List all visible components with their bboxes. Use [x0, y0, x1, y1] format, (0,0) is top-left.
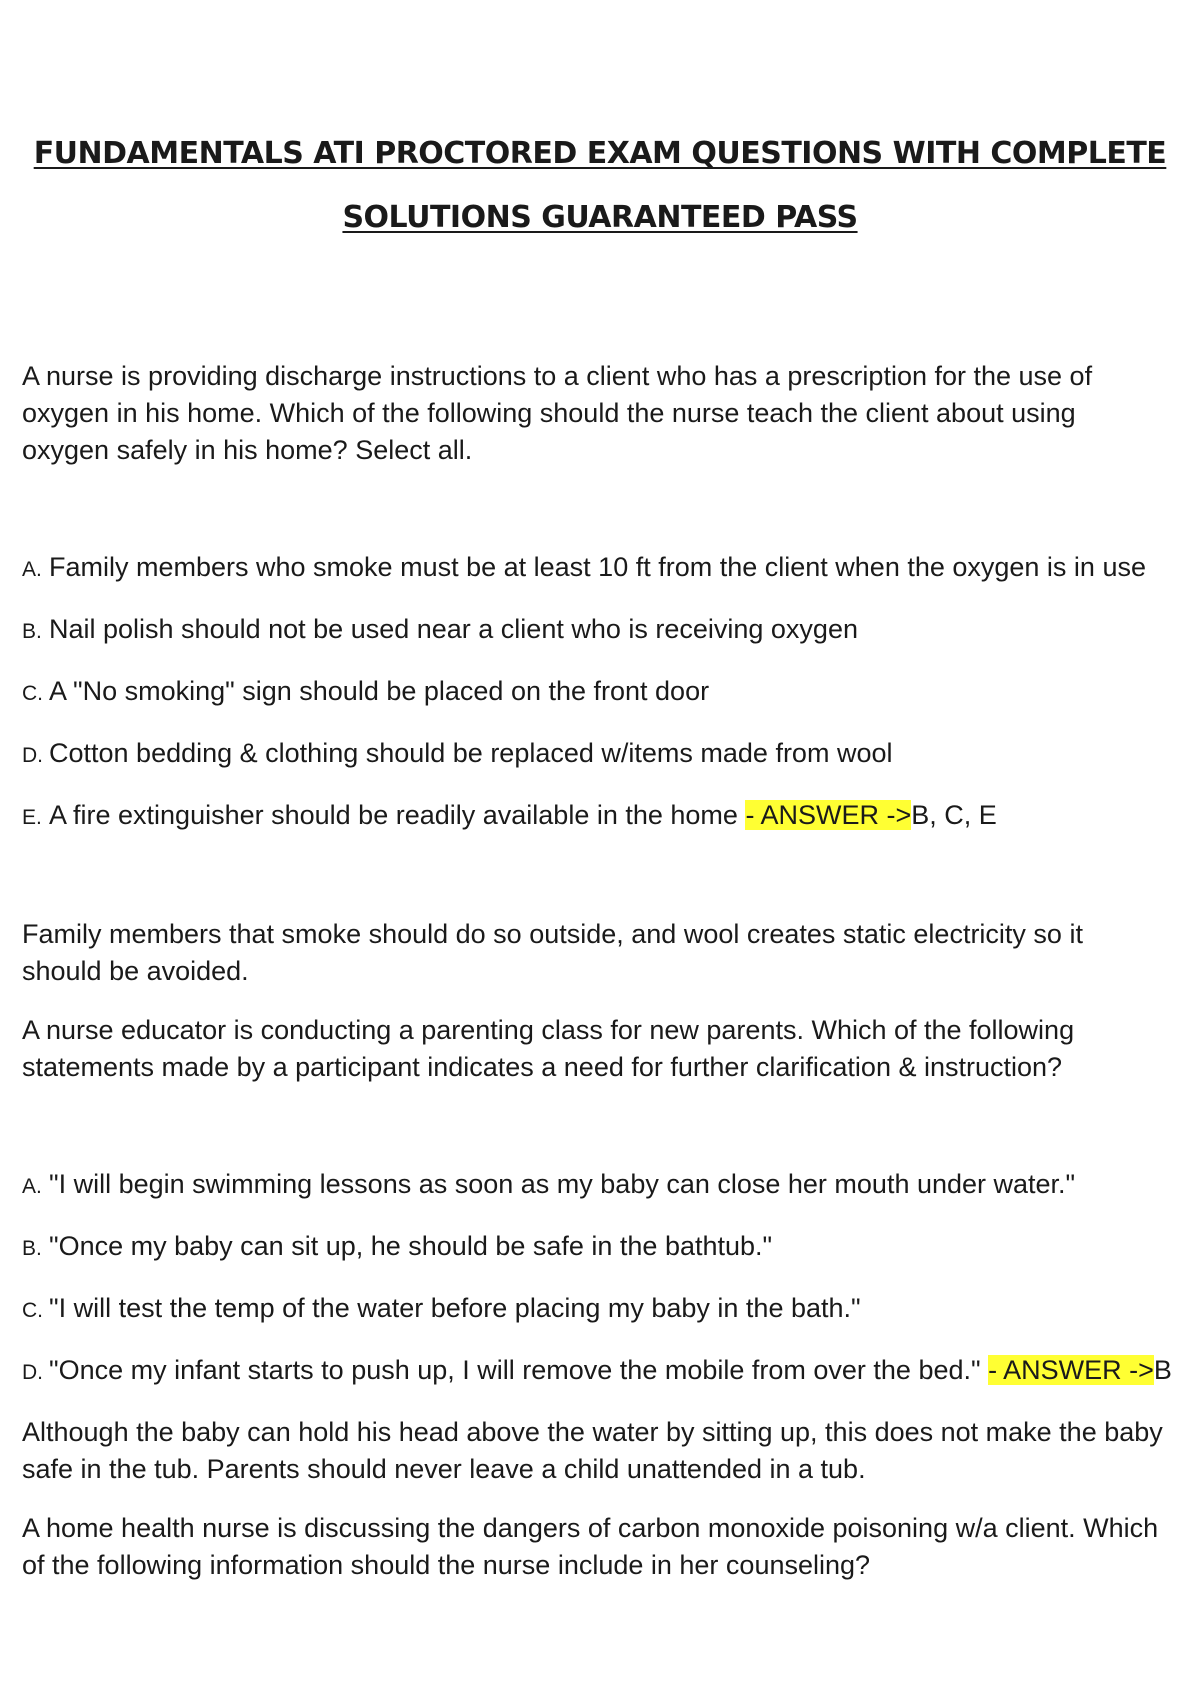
- option-text: "Once my baby can sit up, he should be safe in the bathtub.": [49, 1231, 773, 1261]
- option-letter: B.: [22, 1237, 42, 1260]
- option-letter: D.: [22, 1361, 43, 1384]
- option-letter: A.: [22, 1175, 42, 1198]
- question-2-stem: A nurse educator is conducting a parenting class for new parents. Which of the following statements made by a participant indicates a need for further clarification & instruction?: [22, 1015, 1075, 1082]
- question-2-option-a: [22, 1166, 1178, 1205]
- option-text: Family members who smoke must be at least 10 ft from the client when the oxygen is in use: [49, 552, 1146, 582]
- title-line-2: SOLUTIONS GUARANTEED PASS: [342, 200, 858, 235]
- question-2-option-d: [22, 1352, 1178, 1391]
- question-1-stem: A nurse is providing discharge instructions to a client who has a prescription for the use of oxygen in his home. Which of the following should the nurse teach the client about using oxygen safely in his home? Select all.: [22, 361, 1093, 465]
- option-text: "I will test the temp of the water before placing my baby in the bath.": [49, 1293, 861, 1323]
- question-1-option-d: [22, 735, 1178, 774]
- option-text: A fire extinguisher should be readily available in the home: [49, 800, 746, 830]
- question-2-options: [22, 1166, 1178, 1391]
- question-1-option-b: [22, 611, 1178, 650]
- question-1-explanation: Family members that smoke should do so outside, and wool creates static electricity so it should be avoided.: [22, 919, 1083, 986]
- option-letter: B.: [22, 620, 42, 643]
- document-title: [22, 122, 1178, 250]
- option-text: "Once my infant starts to push up, I will remove the mobile from over the bed.": [49, 1355, 989, 1385]
- option-letter: D.: [22, 744, 43, 767]
- option-letter: A.: [22, 558, 42, 581]
- option-text: "I will begin swimming lessons as soon as my baby can close her mouth under water.": [49, 1169, 1076, 1199]
- option-letter: C.: [22, 682, 43, 705]
- option-letter: C.: [22, 1299, 43, 1322]
- question-1-options: [22, 549, 1178, 836]
- option-text: Cotton bedding & clothing should be replaced w/items made from wool: [49, 738, 893, 768]
- answer-marker-highlight: - ANSWER ->: [745, 800, 912, 830]
- question-2-explanation: Although the baby can hold his head above the water by sitting up, this does not make the baby safe in the tub. Parents should never leave a child unattended in a tub.: [22, 1417, 1163, 1484]
- question-2-option-c: [22, 1290, 1178, 1329]
- answer-value: B, C, E: [911, 800, 997, 830]
- question-1-option-c: [22, 673, 1178, 712]
- option-text: A "No smoking" sign should be placed on the front door: [49, 676, 710, 706]
- question-1-option-e: [22, 797, 1178, 836]
- answer-marker-highlight: - ANSWER ->: [988, 1355, 1154, 1385]
- question-3-stem: A home health nurse is discussing the dangers of carbon monoxide poisoning w/a client. Which of the following information should the nurse include in her counseling?: [22, 1513, 1159, 1580]
- question-1-option-a: [22, 549, 1178, 588]
- answer-value: B: [1153, 1355, 1172, 1385]
- option-text: Nail polish should not be used near a client who is receiving oxygen: [49, 614, 858, 644]
- option-letter: E.: [22, 806, 42, 829]
- question-2-option-b: [22, 1228, 1178, 1267]
- title-line-1: FUNDAMENTALS ATI PROCTORED EXAM QUESTIONS WITH COMPLETE: [33, 136, 1167, 171]
